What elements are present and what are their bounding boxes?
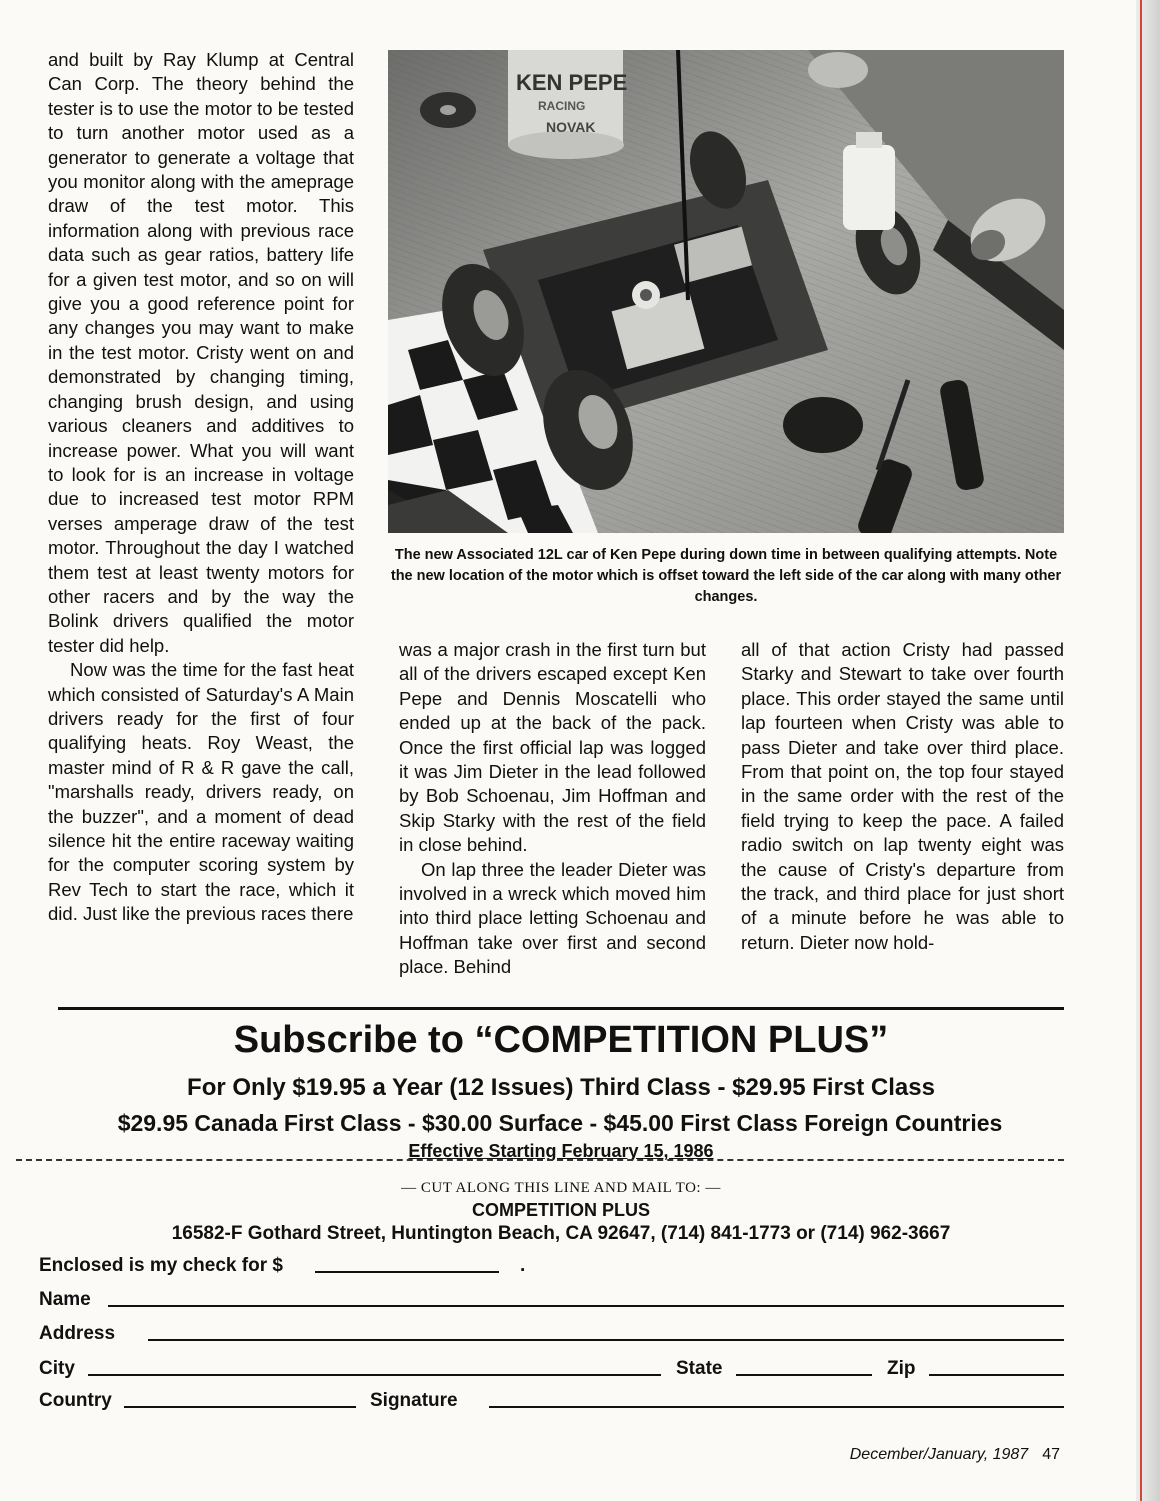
- washer: [420, 92, 476, 128]
- cut-dashed-line: [16, 1159, 1064, 1161]
- article-column-right: [741, 638, 1064, 955]
- can-label-3: NOVAK: [546, 119, 596, 135]
- paint-can: [508, 50, 627, 159]
- check-amount-suffix: .: [520, 1255, 526, 1276]
- article-paragraph: all of that action Cristy had passed Starky and Stewart to take over fourth place. This order stayed the same until lap fourteen when Cristy was able to pass Dieter and take over third place. From that point on, the top four stayed in the same order with the rest of the field trying to keep the pace. A failed radio switch on lap twenty eight was the cause of Cristy's departure from the track, and third place for just short of a minute before he was able to return. Dieter now hold-: [741, 639, 1064, 953]
- article-column-left: [48, 48, 354, 927]
- check-amount-field[interactable]: [315, 1271, 499, 1273]
- name-field[interactable]: [108, 1305, 1064, 1307]
- name-label: Name: [39, 1289, 91, 1310]
- subscribe-canada-line: $29.95 Canada First Class - $30.00 Surface - $45.00 First Class Foreign Countries: [117, 1110, 1003, 1136]
- subscribe-price-line: For Only $19.95 a Year (12 Issues) Third Class - $29.95 First Class: [187, 1074, 935, 1101]
- page-number: 47: [1042, 1446, 1060, 1463]
- wheel-disc: [783, 397, 863, 453]
- can-label-2: RACING: [538, 99, 586, 113]
- company-address: 16582-F Gothard Street, Huntington Beach, CA 92647, (714) 841-1773 or (714) 962-3667: [171, 1223, 951, 1244]
- effective-date-text: Effective Starting February 15, 1986: [408, 1141, 714, 1161]
- zip-field[interactable]: [929, 1374, 1064, 1376]
- city-label: City: [39, 1358, 75, 1379]
- bottle: [843, 132, 895, 230]
- spare-part: [808, 52, 868, 88]
- section-divider: [58, 1007, 1064, 1010]
- address-label: Address: [39, 1323, 116, 1344]
- cut-instruction: — CUT ALONG THIS LINE AND MAIL TO: —: [401, 1180, 721, 1196]
- company-name: COMPETITION PLUS: [471, 1200, 650, 1220]
- subscribe-title: Subscribe to “COMPETITION PLUS”: [233, 1019, 889, 1061]
- page-edge-stripe: [1140, 0, 1142, 1501]
- issue-date: December/January, 1987: [849, 1446, 1029, 1463]
- article-paragraph: and built by Ray Klump at Central Can Corp. The theory behind the tester is to use the motor to be tested to turn another motor used as a generator to generate a voltage that you monitor along with the ameprage draw of the test motor. This information along with previous race data such as gear ratios, battery life for a given test motor, and so on will give you a good reference point for any changes you may want to make in the test motor. Cristy went on and demonstrated by changing timing, changing brush design, and using various cleaners and additives to increase power. What you will want to look for is an increase in voltage due to increased test motor RPM verses amperage draw of the test motor. Throughout the day I watched them test at least twenty motors for other racers and by the way the Bolink drivers qualified the motor tester did help.: [48, 49, 354, 656]
- state-field[interactable]: [736, 1374, 872, 1376]
- country-label: Country: [39, 1390, 112, 1411]
- check-amount-label: Enclosed is my check for $: [39, 1255, 283, 1276]
- country-field[interactable]: [124, 1406, 356, 1408]
- article-column-middle: [399, 638, 706, 980]
- signature-label: Signature: [370, 1390, 458, 1411]
- page-footer: [760, 1446, 1060, 1464]
- race-car-photo: [388, 50, 1064, 533]
- can-label-1: KEN PEPE: [516, 70, 628, 95]
- article-paragraph: was a major crash in the first turn but all of the drivers escaped except Ken Pepe and Dennis Moscatelli who ended up at the back of the pack. Once the first official lap was logged it was Jim Dieter in the lead followed by Bob Schoenau, Jim Hoffman and Skip Starky with the rest of the field in close behind.: [399, 639, 706, 856]
- photo-caption: The new Associated 12L car of Ken Pepe during down time in between qualifying attempts. Note the new location of the motor which is offset toward the left side of the car along with many other changes.: [390, 547, 1062, 605]
- zip-label: Zip: [887, 1358, 916, 1379]
- city-field[interactable]: [88, 1374, 661, 1376]
- signature-field[interactable]: [489, 1406, 1064, 1408]
- article-paragraph: Now was the time for the fast heat which consisted of Saturday's A Main drivers ready for the first of four qualifying heats. Roy Weast, the master mind of R & R gave the call, "marshalls ready, drivers ready, on the buzzer", and a moment of dead silence hit the entire raceway waiting for the computer scoring system by Rev Tech to start the race, which it did. Just like the previous races there: [48, 659, 354, 925]
- address-field[interactable]: [148, 1339, 1064, 1341]
- article-paragraph: On lap three the leader Dieter was involved in a wreck which moved him into third place letting Schoenau and Hoffman take over first and second place. Behind: [399, 858, 706, 978]
- state-label: State: [676, 1358, 723, 1379]
